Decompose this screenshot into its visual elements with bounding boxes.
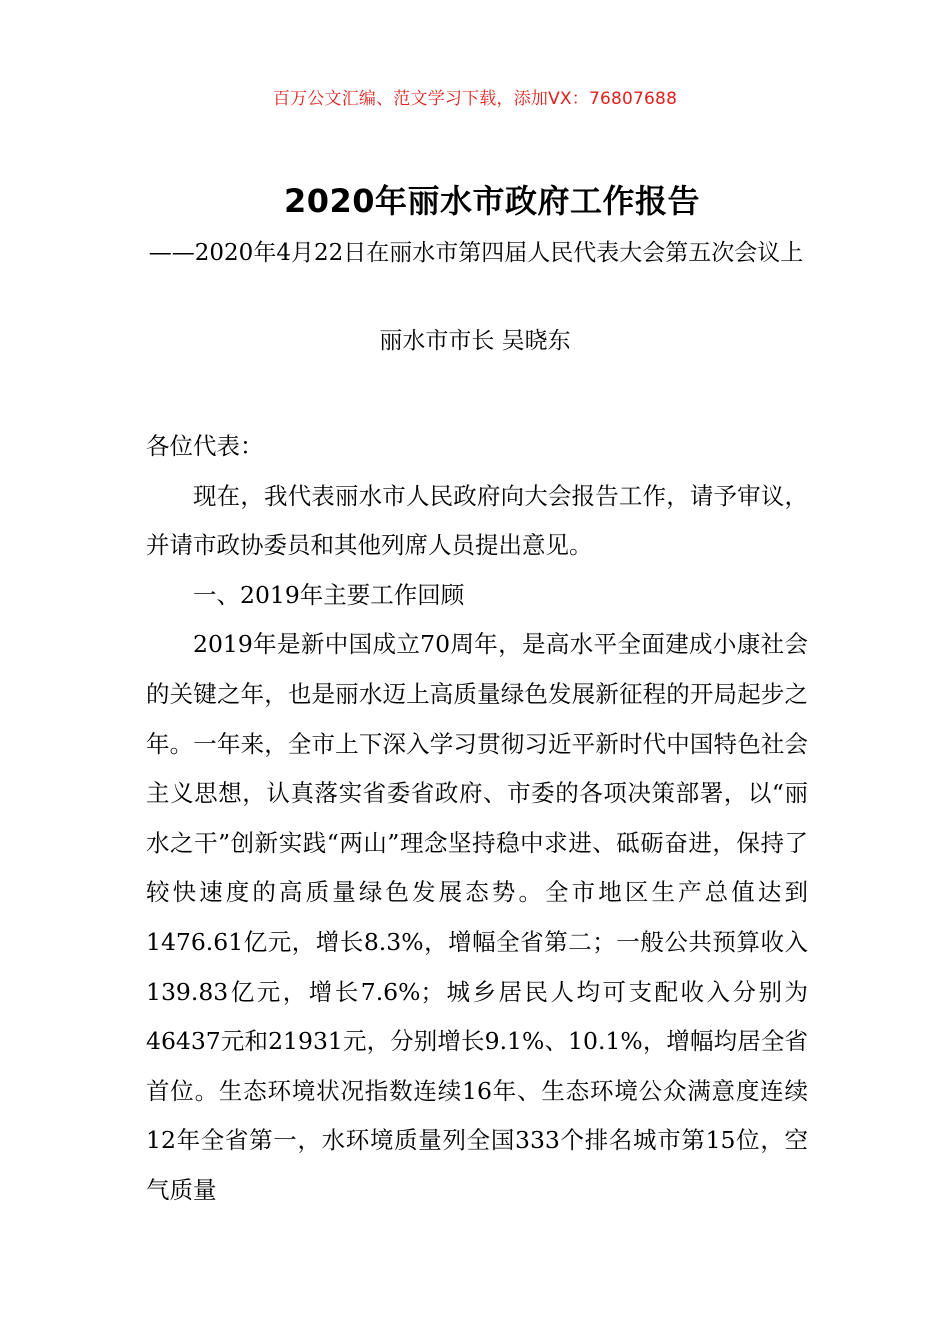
document-author: 丽水市市长 吴晓东: [379, 328, 571, 354]
header-watermark-note: 百万公文汇编、范文学习下载，添加VX：76807688: [272, 89, 678, 109]
paragraph-review: 2019年是新中国成立70周年，是高水平全面建成小康社会的关键之年，也是丽水迈上高质量绿色发展新征程的开局起步之年。一年来，全市上下深入学习贯彻习近平新时代中国特色社会主义思想，认真落实省委省政府、市委的各项决策部署，以“丽水之干”创新实践“两山”理念坚持稳中求进、砥砺奋进，保持了较快速度的高质量绿色发展态势。全市地区生产总值达到1476.61亿元，增长8.3%，增幅全省第二；一般公共预算收入139.83亿元，增长7.6%；城乡居民人均可支配收入分别为46437元和21931元，分别增长9.1%、10.1%，增幅均居全省首位。生态环境状况指数连续16年、生态环境公众满意度连续12年全省第一，水环境质量列全国333个排名城市第15位，空气质量: [146, 630, 808, 1204]
section-heading: 一、2019年主要工作回顾: [193, 580, 465, 609]
paragraph-intro: 现在，我代表丽水市人民政府向大会报告工作，请予审议，并请市政协委员和其他列席人员提出意见。: [146, 481, 808, 560]
salutation: 各位代表：: [146, 432, 264, 460]
document-subtitle: ——2020年4月22日在丽水市第四届人民代表大会第五次会议上: [148, 240, 804, 266]
document-body: [146, 422, 808, 1216]
document-title: 2020年丽水市政府工作报告: [283, 182, 701, 220]
